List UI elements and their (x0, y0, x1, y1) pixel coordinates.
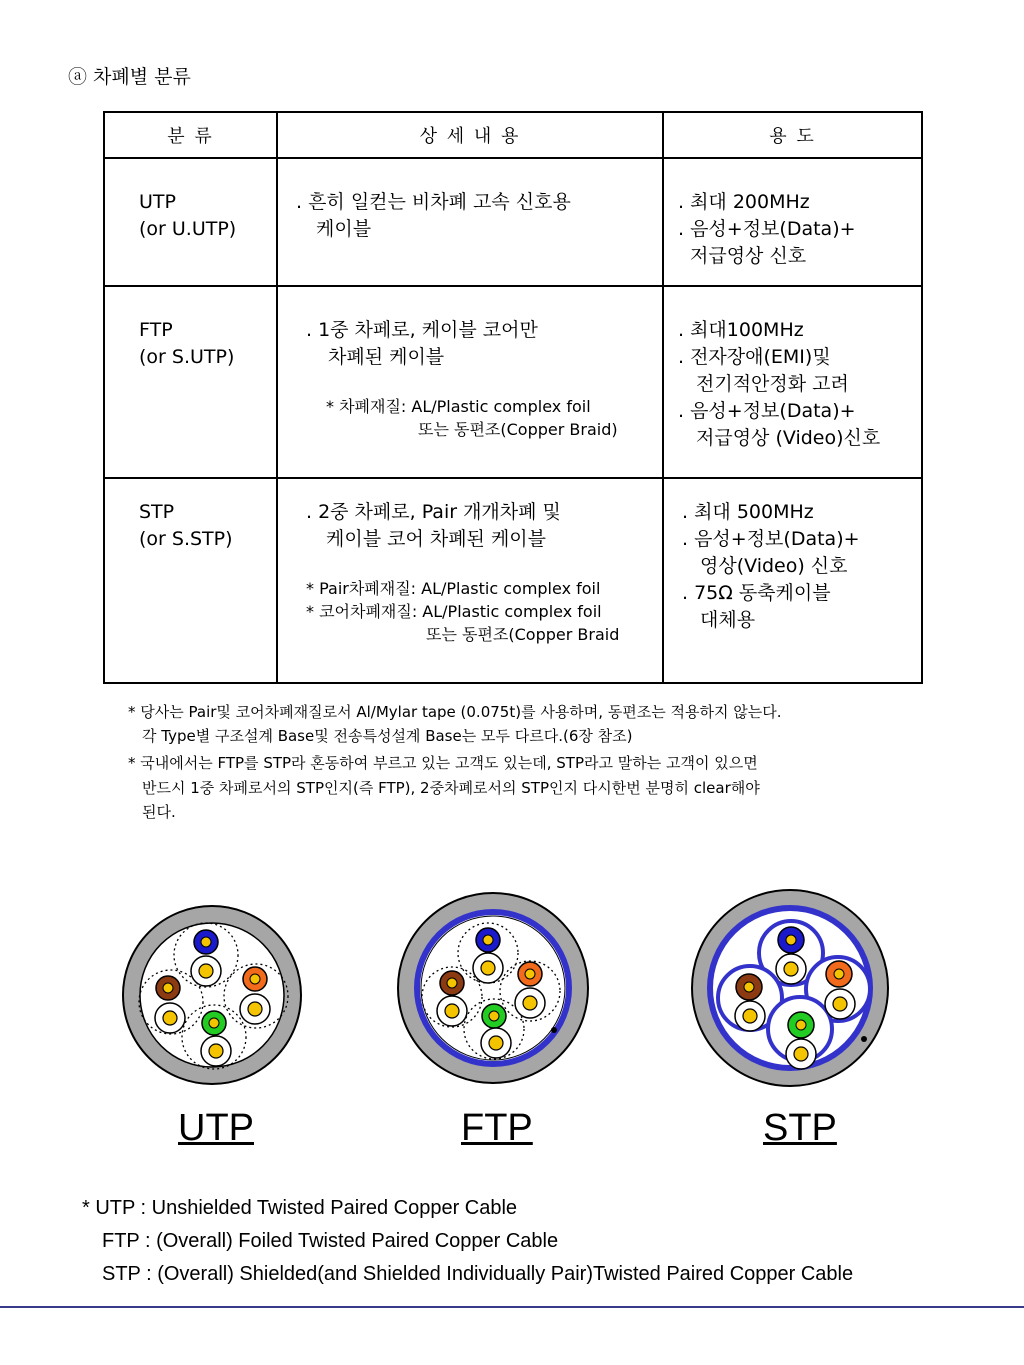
legend-stp: STP : (Overall) Shielded(and Shielded Individually Pair)Twisted Paired Copper Cable (102, 1263, 854, 1285)
detail-text: 케이블 코어 차폐된 케이블 (326, 528, 547, 550)
cable-type-name: UTP (139, 191, 176, 213)
stp-cable-diagram (692, 890, 888, 1086)
detail-text: 케이블 (316, 218, 372, 240)
legend-ftp: FTP : (Overall) Foiled Twisted Paired Copper Cable (102, 1230, 559, 1252)
usage-text: . 음성+정보(Data)+ (682, 528, 860, 550)
cable-type-alias: (or U.UTP) (139, 218, 237, 240)
note-line: 각 Type별 구조설계 Base및 전송특성설계 Base는 모두 다르다.(6장 참조) (142, 727, 633, 745)
usage-text: . 최대100MHz (678, 319, 804, 341)
note-line: * 당사는 Pair및 코어차폐재질로서 Al/Mylar tape (0.075t)를 사용하며, 동편조는 적용하지 않는다. (128, 703, 782, 721)
usage-text: 저급영상 (Video)신호 (696, 427, 881, 449)
table-header-row (104, 112, 922, 158)
detail-text: . 2중 차페로, Pair 개개차폐 및 (306, 501, 561, 523)
cable-cross-sections (0, 880, 1024, 1100)
cable-type-alias: (or S.UTP) (139, 346, 235, 368)
usage-text: . 음성+정보(Data)+ (678, 218, 856, 240)
table-row (104, 158, 922, 286)
cable-type-name: STP (139, 501, 175, 523)
utp-cable-diagram (123, 906, 301, 1084)
usage-text: . 음성+정보(Data)+ (678, 400, 856, 422)
usage-text: 전기적안정화 고려 (696, 373, 849, 395)
table-row (104, 478, 922, 683)
header-usage: 용 도 (663, 112, 922, 158)
ftp-label: FTP (461, 1107, 533, 1149)
header-details: 상 세 내 용 (277, 112, 663, 158)
utp-label: UTP (178, 1107, 254, 1149)
detail-note: * 차폐재질: AL/Plastic complex foil (326, 397, 591, 416)
classification-table (103, 111, 923, 684)
usage-text: . 전자장애(EMI)및 (678, 346, 831, 368)
usage-text: . 75Ω 동축케이블 (682, 582, 831, 604)
section-heading: ⓐ 차폐별 분류 (68, 66, 191, 88)
note-line: * 국내에서는 FTP를 STP라 혼동하여 부르고 있는 고객도 있는데, STP라고 말하는 고객이 있으면 (128, 754, 758, 772)
cable-type-alias: (or S.STP) (139, 528, 233, 550)
usage-text: 영상(Video) 신호 (700, 555, 848, 577)
bottom-divider (0, 1306, 1024, 1308)
detail-text: 차폐된 케이블 (328, 346, 445, 368)
header-category: 분 류 (104, 112, 277, 158)
detail-note: * 코어차폐재질: AL/Plastic complex foil (306, 602, 602, 621)
table-row (104, 286, 922, 478)
cable-type-name: FTP (139, 319, 173, 341)
usage-text: . 최대 200MHz (678, 191, 810, 213)
detail-note: 또는 동편조(Copper Braid (426, 625, 620, 644)
note-line: 된다. (142, 803, 176, 821)
detail-note: 또는 동편조(Copper Braid) (418, 420, 618, 439)
legend-utp: * UTP : Unshielded Twisted Paired Copper Cable (82, 1197, 518, 1219)
detail-note: * Pair차폐재질: AL/Plastic complex foil (306, 579, 601, 598)
usage-text: . 최대 500MHz (682, 501, 814, 523)
detail-text: . 흔히 일컫는 비차폐 고속 신호용 (296, 191, 571, 213)
usage-text: 대체용 (700, 609, 756, 631)
note-line: 반드시 1중 차페로서의 STP인지(즉 FTP), 2중차폐로서의 STP인지 다시한번 분명히 clear해야 (142, 779, 760, 797)
detail-text: . 1중 차페로, 케이블 코어만 (306, 319, 538, 341)
ftp-cable-diagram (398, 893, 588, 1083)
stp-label: STP (763, 1107, 837, 1149)
usage-text: 저급영상 신호 (690, 245, 807, 267)
